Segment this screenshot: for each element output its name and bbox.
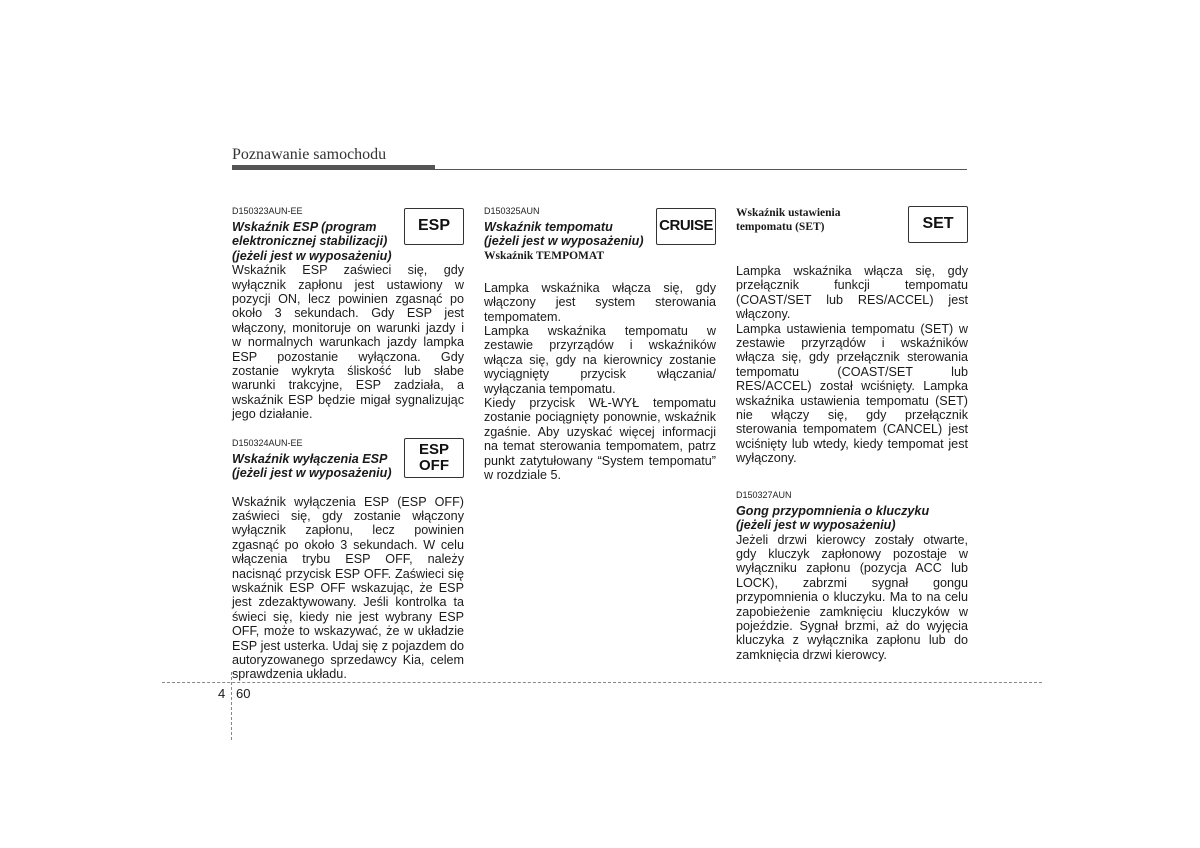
section-heading: Wskaźnik ESP (program elektronicznej stabilizacji) (jeżeli jest w wyposażeniu) <box>232 220 392 263</box>
section-code: D150327AUN <box>736 489 792 500</box>
section-code: D150324AUN-EE <box>232 437 303 448</box>
section-body: Wskaźnik ESP zaświeci się, gdy wyłącznik zapłonu jest ustawiony w pozycji ON, lecz powinien zgasnąć po około 3 sekundach. Gdy ESP jest włączony, monitoruje on warunki jazdy i w normalnych warunkach jazdy lampka ESP pozostanie wyłączona. Gdy zostanie wykryta śliskość lub słabe warunki trakcyjne, ESP zadziała, a wskaźnik ESP będzie migał sygnalizując jego działanie. <box>232 263 464 422</box>
esp-off-indicator-icon: ESP OFF <box>404 438 464 478</box>
header-rule <box>232 169 967 170</box>
chapter-number: 4 <box>218 686 226 701</box>
set-indicator-icon: SET <box>908 206 968 243</box>
section-subheading: Wskaźnik TEMPOMAT <box>484 249 605 262</box>
section-body: Lampka wskaźnika tempomatu w zestawie przyrządów i wskaźników włącza się, gdy na kierownicy zostanie wyciągnięty przycisk włączania/ wyłączania tempomatu. <box>484 324 716 396</box>
cruise-indicator-icon: CRUISE <box>656 208 716 245</box>
section-heading-row <box>484 217 716 263</box>
section-heading: Wskaźnik wyłączenia ESP (jeżeli jest w wyposażeniu) <box>232 451 392 481</box>
section-code: D150325AUN <box>484 206 540 216</box>
section-body: Jeżeli drzwi kierowcy zostały otwarte, gdy kluczyk zapłonowy pozostaje w wyłączniku zapłonu (pozycja ACC lub LOCK), zabrzmi sygnał gongu przypomnienia o kluczyku. Ma to na celu zapobieżenie zamknięciu kluczyków w pojeździe. Sygnał brzmi, aż do wyjęcia kluczyka z wyłącznika zapłonu lub do zamknięcia drzwi kierowcy. <box>736 532 968 662</box>
section-heading: Wskaźnik ustawienia tempomatu (SET) <box>736 207 841 233</box>
page-number: 60 <box>236 686 251 701</box>
section-body: Kiedy przycisk WŁ-WYŁ tempomatu zostanie pociągnięty ponownie, wskaźnik zgaśnie. Aby uzyskać więcej informacji na temat sterowania tempomatem, patrz punkt zatytułowany “System tempomatu” w rozdziale 5. <box>484 396 716 483</box>
section-body: Lampka ustawienia tempomatu (SET) w zestawie przyrządów i wskaźników włącza się, gdy przełącznik sterowania tempomatu (COAST/SET lub RES/ACCEL) został wciśnięty. Lampka wskaźnika ustawienia tempomatu (SET) nie włączy się, gdy przełącznik sterowania tempomatem (CANCEL) jest wciśnięty lub wtedy, kiedy tempomat jest wyłączony. <box>736 321 968 466</box>
section-code: D150323AUN-EE <box>232 206 303 216</box>
footer-dashed-rule <box>162 682 1042 683</box>
page-header-title: Poznawanie samochodu <box>232 146 387 163</box>
section-heading-row <box>736 206 968 234</box>
column-2 <box>484 206 716 483</box>
section-heading: Wskaźnik tempomatu (jeżeli jest w wyposażeniu) <box>484 220 644 249</box>
footer-dashed-divider <box>231 672 232 740</box>
column-3 <box>736 206 968 662</box>
section-body: Wskaźnik wyłączenia ESP (ESP OFF) zaświeci się, gdy zostanie włączony wyłącznik zapłonu, lecz powinien zgasnąć po około 3 sekundach. W celu włączenia trybu ESP OFF, należy nacisnąć przycisk ESP OFF. Zaświeci się wskaźnik ESP OFF wskazując, że ESP jest zdezaktywowany. Jeśli kontrolka ta świeci się, kiedy nie jest wybrany ESP OFF, może to wskazywać, że w układzie ESP jest usterka. Udaj się z pojazdem do autoryzowanego sprzedawcy Kia, celem sprawdzenia układu. <box>232 494 464 682</box>
esp-indicator-icon: ESP <box>404 208 464 245</box>
column-1 <box>232 206 464 682</box>
section-heading: Gong przypomnienia o kluczyku (jeżeli jest w wyposażeniu) <box>736 503 930 533</box>
section-body: Lampka wskaźnika włącza się, gdy włączony jest system sterowania tempomatem. <box>484 280 716 324</box>
section-body: Lampka wskaźnika włącza się, gdy przełącznik funkcji tempomatu (COAST/SET lub RES/ACCEL) jest włączony. <box>736 264 968 322</box>
section-heading-row <box>232 217 464 263</box>
